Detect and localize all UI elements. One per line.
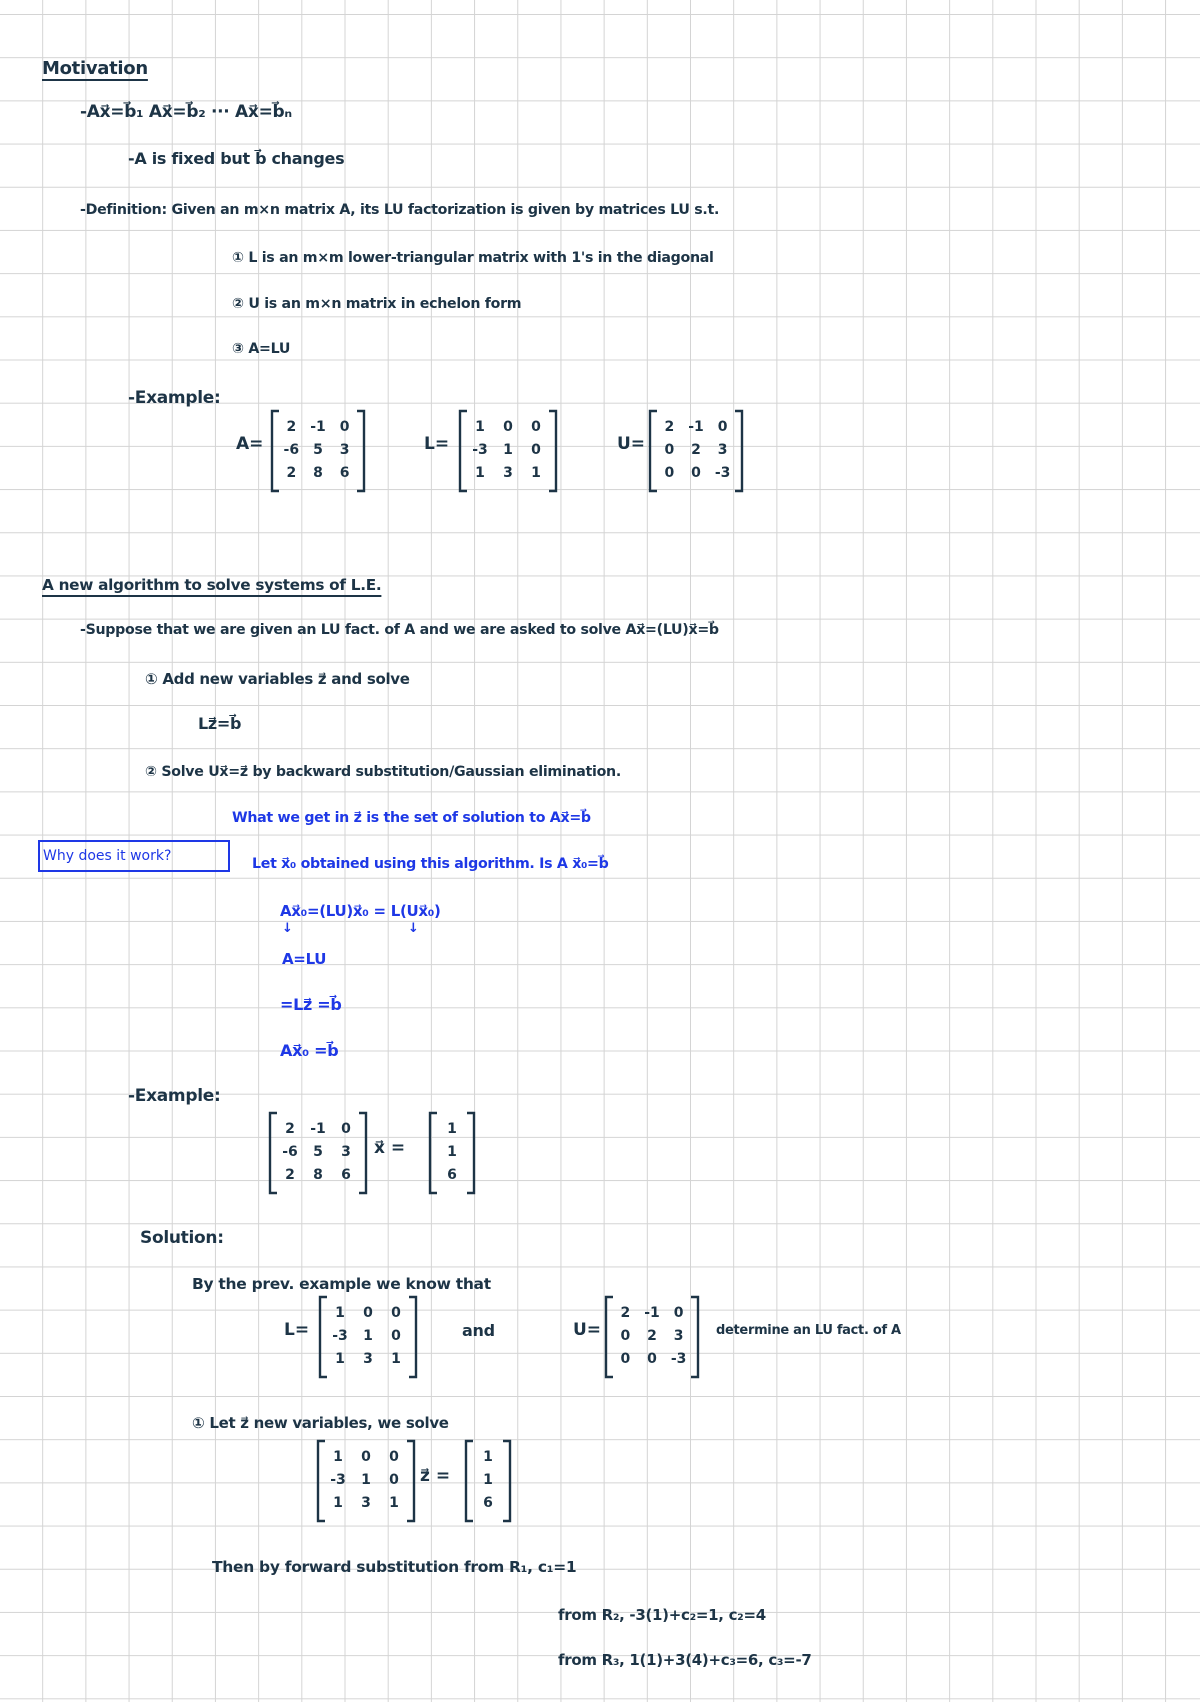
left-bracket [606, 1297, 613, 1377]
matrix-entry: 0 [717, 418, 728, 435]
solution-matrix-l [318, 1296, 418, 1378]
right-bracket [735, 411, 742, 491]
matrix-entry: -1 [310, 418, 326, 435]
left-bracket [318, 1441, 325, 1521]
matrix-entry: 1 [531, 465, 541, 482]
matrix-entry: 1 [447, 1144, 457, 1160]
algorithm-step-2: ② Solve Ux⃗=z⃗ by backward substitution/Gaussian elimination. [145, 764, 621, 780]
solution-intro: By the prev. example we know that [192, 1275, 491, 1293]
example-label-2: -Example: [128, 1086, 221, 1106]
matrix-entry: 3 [363, 1351, 373, 1368]
motivation-systems: -Ax⃗=b⃗₁ Ax⃗=b⃗₂ ··· Ax⃗=b⃗ₙ [80, 102, 292, 122]
matrix-entry: 1 [363, 1328, 373, 1344]
matrix-entry: 2 [647, 1328, 657, 1344]
solution-u-label: U= [573, 1320, 602, 1340]
matrix-entry: 8 [313, 1167, 323, 1184]
left-bracket [320, 1297, 327, 1377]
matrix-entry: 2 [664, 418, 675, 435]
right-bracket [359, 1113, 366, 1193]
right-bracket [691, 1297, 698, 1377]
algorithm-suppose: -Suppose that we are given an LU fact. of A and we are asked to solve Ax⃗=(LU)x⃗=b⃗ [80, 622, 719, 638]
matrix-entry: 6 [339, 465, 350, 482]
why-explanation: Let x⃗₀ obtained using this algorithm. Is A x⃗₀=b⃗ [252, 856, 609, 872]
matrix-entry: 0 [531, 418, 541, 435]
matrix-entry: 1 [389, 1495, 399, 1512]
solution-heading: Solution: [140, 1228, 224, 1248]
matrix-entry: 0 [391, 1328, 401, 1344]
matrix-entry: 0 [620, 1328, 631, 1344]
matrix-entry: 1 [483, 1448, 493, 1465]
algorithm-step-1: ① Add new variables z⃗ and solve [145, 670, 410, 688]
forward-substitution-r2: from R₂, -3(1)+c₂=1, c₂=4 [558, 1606, 766, 1624]
definition-condition-1: ① L is an m×m lower-triangular matrix with 1's in the diagonal [232, 250, 714, 266]
solution-matrix-u [604, 1296, 700, 1378]
algorithm-step-1-equation: Lz⃗=b⃗ [198, 714, 242, 733]
matrix-entry: -3 [670, 1351, 687, 1368]
left-bracket [650, 411, 657, 491]
matrix-entry: 3 [717, 442, 728, 458]
matrix-entry: 1 [335, 1351, 345, 1368]
matrix-entry: 1 [361, 1472, 371, 1488]
matrix-entry: 0 [673, 1304, 684, 1321]
proof-arrow-right: ↓ [408, 921, 419, 936]
matrix-entry: -3 [714, 465, 731, 482]
matrix-entry: 5 [313, 442, 323, 458]
matrix-entry: 0 [391, 1304, 401, 1321]
matrix-entry: 1 [447, 1120, 457, 1137]
right-bracket [467, 1113, 474, 1193]
matrix-entry: 0 [620, 1351, 631, 1368]
definition-condition-3: ③ A=LU [232, 341, 291, 357]
why-does-it-work-box [38, 840, 230, 872]
matrix-u [648, 410, 744, 492]
matrix-entry: 0 [664, 442, 675, 458]
matrix-entry: -6 [283, 442, 300, 458]
matrix-entry: 2 [620, 1304, 631, 1321]
example-2-b-vector [428, 1112, 476, 1194]
solution-and: and [462, 1321, 495, 1340]
matrix-entry: 2 [691, 442, 701, 458]
algorithm-heading: A new algorithm to solve systems of L.E. [42, 576, 382, 594]
solution-determine: determine an LU fact. of A [716, 1323, 901, 1338]
matrix-entry: 2 [285, 1167, 295, 1184]
matrix-entry: 1 [391, 1351, 401, 1368]
example-2-coefficient-matrix [268, 1112, 368, 1194]
solution-b-vector [464, 1440, 512, 1522]
matrix-entry: 0 [361, 1448, 371, 1465]
proof-line-2: A=LU [282, 950, 327, 968]
proof-line-4: Ax⃗₀ =b⃗ [280, 1041, 339, 1060]
matrix-entry: 2 [286, 418, 297, 435]
right-bracket [407, 1441, 414, 1521]
matrix-entry: 6 [341, 1167, 351, 1184]
matrix-entry: 2 [285, 1120, 295, 1137]
matrix-entry: 0 [503, 418, 513, 435]
matrix-l-label: L= [424, 434, 450, 454]
matrix-entry: 3 [341, 1144, 351, 1160]
matrix-entry: 0 [664, 465, 675, 482]
matrix-entry: 1 [335, 1304, 345, 1321]
matrix-entry: 3 [361, 1495, 371, 1512]
matrix-entry: 0 [389, 1448, 399, 1465]
solution-lz-matrix [316, 1440, 416, 1522]
solution-z-equals: z⃗ = [420, 1466, 451, 1486]
matrix-a-label: A= [236, 434, 264, 454]
matrix-entry: 0 [341, 1120, 351, 1137]
matrix-u-label: U= [617, 434, 646, 454]
right-bracket [357, 411, 364, 491]
matrix-l [458, 410, 558, 492]
matrix-entry: -6 [282, 1144, 298, 1160]
left-bracket [466, 1441, 473, 1521]
matrix-entry: 0 [339, 418, 350, 435]
solution-step-1: ① Let z⃗ new variables, we solve [192, 1414, 449, 1432]
left-bracket [272, 411, 279, 491]
matrix-entry: 3 [339, 442, 350, 458]
matrix-entry: 3 [673, 1328, 684, 1344]
forward-substitution-r1: Then by forward substitution from R₁, c₁=1 [212, 1558, 577, 1576]
matrix-entry: 1 [483, 1472, 493, 1488]
lu-definition: -Definition: Given an m×n matrix A, its LU factorization is given by matrices LU s.t. [80, 202, 720, 218]
proof-arrow-left: ↓ [282, 921, 293, 936]
why-does-it-work-label: Why does it work? [43, 848, 172, 864]
proof-line-3: =Lz⃗ =b⃗ [280, 995, 342, 1014]
matrix-entry: 0 [647, 1351, 657, 1368]
matrix-entry: 0 [389, 1472, 399, 1488]
matrix-entry: -1 [644, 1304, 660, 1321]
matrix-entry: 1 [333, 1495, 343, 1512]
matrix-entry: -3 [330, 1472, 346, 1488]
matrix-entry: 6 [483, 1495, 493, 1512]
matrix-entry: 2 [286, 465, 297, 482]
matrix-entry: -3 [472, 442, 488, 458]
solution-l-label: L= [284, 1320, 310, 1340]
matrix-entry: 8 [313, 465, 323, 482]
matrix-entry: 1 [333, 1448, 343, 1465]
matrix-entry: -1 [688, 418, 704, 435]
left-bracket [270, 1113, 277, 1193]
matrix-entry: 1 [475, 465, 485, 482]
example-label-1: -Example: [128, 388, 221, 408]
matrix-entry: 6 [447, 1167, 457, 1184]
matrix-entry: -3 [332, 1328, 348, 1344]
left-bracket [430, 1113, 437, 1193]
motivation-heading: Motivation [42, 58, 148, 79]
matrix-entry: 0 [531, 442, 541, 458]
right-bracket [409, 1297, 416, 1377]
matrix-entry: 0 [363, 1304, 373, 1321]
proof-line-1: Ax⃗₀=(LU)x⃗₀ = L(Ux⃗₀) [280, 902, 441, 920]
example-2-x-equals: x⃗ = [374, 1138, 406, 1158]
matrix-entry: 5 [313, 1144, 323, 1160]
matrix-entry: 3 [503, 465, 513, 482]
matrix-entry: 1 [475, 418, 485, 435]
definition-condition-2: ② U is an m×n matrix in echelon form [232, 296, 522, 312]
matrix-entry: -1 [310, 1120, 326, 1137]
left-bracket [460, 411, 467, 491]
motivation-fixed-a: -A is fixed but b⃗ changes [128, 149, 345, 168]
algorithm-result: What we get in z⃗ is the set of solution to Ax⃗=b⃗ [232, 810, 591, 826]
matrix-entry: 0 [691, 465, 701, 482]
forward-substitution-r3: from R₃, 1(1)+3(4)+c₃=6, c₃=-7 [558, 1651, 812, 1669]
right-bracket [549, 411, 556, 491]
right-bracket [503, 1441, 510, 1521]
matrix-a [270, 410, 366, 492]
matrix-entry: 1 [503, 442, 513, 458]
